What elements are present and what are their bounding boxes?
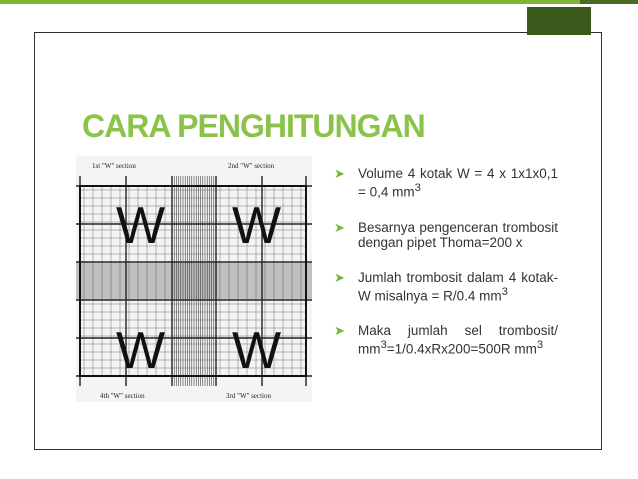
- bullet-item-1: [334, 166, 558, 200]
- w-letter-bottom-left: W: [116, 322, 166, 380]
- section-label-1: 1st "W" section: [92, 162, 136, 170]
- arrow-bullet-icon: ➤: [334, 269, 345, 285]
- w-letter-top-right: W: [232, 197, 282, 255]
- section-label-4: 4th "W" section: [100, 392, 145, 400]
- bullet-item-2: [334, 220, 558, 250]
- bullet-text-3: Jumlah trombosit dalam 4 kotak-W misalnya = R/0.4 mm: [358, 269, 558, 303]
- bullet-sup-4b: 3: [536, 339, 544, 351]
- bullet-text-1: Volume 4 kotak W = 4 x 1x1x0,1 = 0,4 mm: [358, 166, 558, 200]
- arrow-bullet-icon: ➤: [334, 323, 345, 338]
- bullet-text-4b: =1/0.4xRx200=500R mm: [386, 341, 537, 357]
- top-accent-bar-dark: [580, 0, 638, 4]
- w-letter-top-left: W: [116, 197, 166, 255]
- bullet-sup-3: 3: [501, 285, 508, 298]
- bullet-sup-1: 3: [414, 182, 421, 194]
- bullet-item-3: [334, 270, 558, 304]
- section-label-2: 2nd "W" section: [228, 162, 275, 170]
- w-letter-bottom-right: W: [232, 322, 282, 380]
- arrow-bullet-icon: ➤: [334, 219, 345, 235]
- section-label-3: 3rd "W" section: [226, 392, 271, 400]
- bullet-list: [334, 166, 558, 377]
- bullet-text-4a: Maka jumlah sel trombosit/ mm: [358, 323, 558, 357]
- arrow-bullet-icon: ➤: [334, 166, 345, 181]
- slide-title: CARA PENGHITUNGAN: [82, 108, 425, 144]
- top-accent-bar: [0, 0, 580, 4]
- bullet-sup-4a: 3: [380, 339, 387, 351]
- corner-accent-block: [527, 7, 591, 35]
- hemocytometer-grid-image: [76, 156, 312, 402]
- bullet-item-4: [334, 323, 558, 357]
- bullet-text-2: Besarnya pengenceran trombosit dengan pipet Thoma=200 x: [358, 219, 558, 250]
